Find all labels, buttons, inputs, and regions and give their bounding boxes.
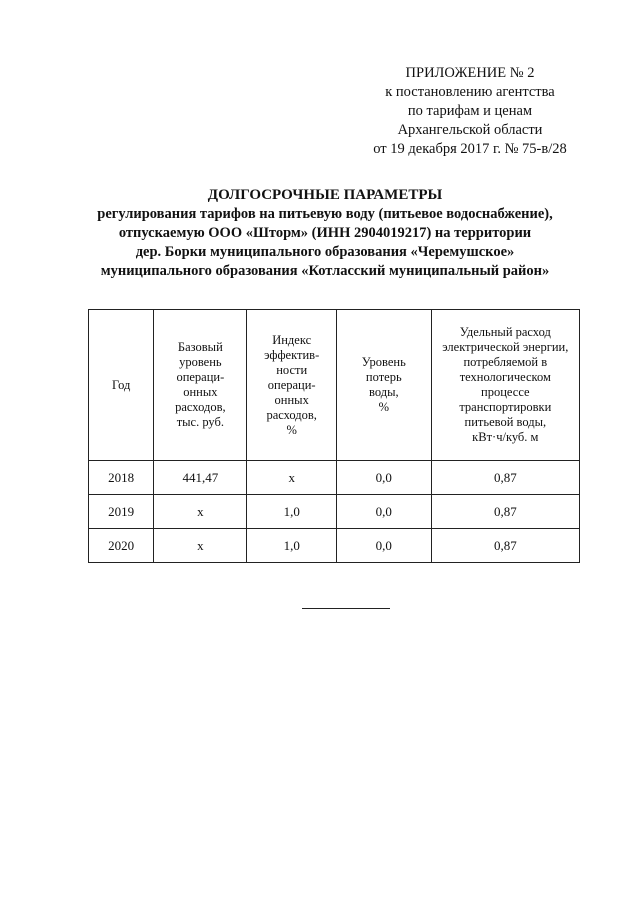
title-line: регулирования тарифов на питьевую воду (питьевое водоснабжение), bbox=[97, 206, 553, 222]
header-line: уровень bbox=[179, 355, 222, 369]
header-line: Уровень bbox=[361, 355, 406, 369]
header-line: Базовый bbox=[177, 340, 223, 354]
cell-year: 2020 bbox=[89, 529, 154, 563]
header-line: % bbox=[286, 422, 297, 437]
header-water-loss-level bbox=[336, 310, 431, 461]
header-line: операци- bbox=[176, 370, 225, 384]
cell-efficiency-index: 1,0 bbox=[247, 495, 337, 529]
title-heading: ДОЛГОСРОЧНЫЕ ПАРАМЕТРЫ bbox=[207, 187, 443, 203]
cell-base-operating-costs: 441,47 bbox=[154, 461, 247, 495]
cell-year: 2019 bbox=[89, 495, 154, 529]
cell-base-operating-costs: x bbox=[154, 495, 247, 529]
header-line: % bbox=[378, 400, 389, 414]
appendix-block bbox=[340, 64, 600, 159]
header-line: технологическом bbox=[459, 370, 551, 384]
title-line: муниципального образования «Котласский муниципальный район» bbox=[100, 263, 550, 279]
cell-efficiency-index: x bbox=[247, 461, 337, 495]
header-line: процессе bbox=[481, 385, 530, 399]
header-line: расходов, bbox=[175, 400, 226, 414]
table-row bbox=[89, 495, 580, 529]
header-line: онных bbox=[274, 392, 309, 407]
cell-year: 2018 bbox=[89, 461, 154, 495]
header-line: расходов, bbox=[266, 407, 317, 422]
cell-efficiency-index: 1,0 bbox=[247, 529, 337, 563]
header-line: операци- bbox=[267, 377, 316, 392]
table-row bbox=[89, 461, 580, 495]
header-line: потерь bbox=[365, 370, 402, 384]
header-base-operating-costs bbox=[154, 310, 247, 461]
table-row bbox=[89, 529, 580, 563]
end-of-document-rule bbox=[302, 608, 390, 609]
header-efficiency-index bbox=[247, 310, 337, 461]
header-line: ности bbox=[276, 362, 308, 377]
appendix-heading: ПРИЛОЖЕНИЕ № 2 bbox=[405, 65, 535, 81]
header-line: эффектив- bbox=[264, 347, 320, 362]
appendix-date-number: от 19 декабря 2017 г. № 75-в/28 bbox=[373, 141, 567, 157]
header-line: Удельный расход bbox=[459, 325, 551, 339]
header-line: Индекс bbox=[272, 332, 312, 347]
header-line: онных bbox=[183, 385, 218, 399]
cell-energy-consumption: 0,87 bbox=[431, 529, 579, 563]
cell-water-loss-level: 0,0 bbox=[336, 461, 431, 495]
header-line: электрической энергии, bbox=[442, 340, 569, 354]
table-header-row bbox=[89, 310, 580, 461]
header-line: транспортировки bbox=[459, 400, 552, 414]
document-title bbox=[60, 186, 590, 281]
header-line: питьевой воды, bbox=[464, 415, 547, 429]
header-line: кВт·ч/куб. м bbox=[472, 430, 539, 444]
header-line: воды, bbox=[369, 385, 399, 399]
appendix-line: по тарифам и ценам bbox=[407, 103, 533, 119]
title-line: дер. Борки муниципального образования «Черемушское» bbox=[135, 244, 515, 260]
cell-energy-consumption: 0,87 bbox=[431, 461, 579, 495]
cell-water-loss-level: 0,0 bbox=[336, 529, 431, 563]
parameters-table bbox=[88, 309, 580, 563]
cell-water-loss-level: 0,0 bbox=[336, 495, 431, 529]
cell-base-operating-costs: x bbox=[154, 529, 247, 563]
title-line: отпускаемую ООО «Шторм» (ИНН 2904019217) на территории bbox=[118, 225, 532, 241]
header-year bbox=[89, 310, 154, 461]
header-specific-energy-consumption bbox=[431, 310, 579, 461]
header-line: Год bbox=[111, 377, 131, 392]
cell-energy-consumption: 0,87 bbox=[431, 495, 579, 529]
header-line: тыс. руб. bbox=[176, 415, 225, 429]
appendix-line: к постановлению агентства bbox=[385, 84, 555, 100]
appendix-line: Архангельской области bbox=[397, 122, 543, 138]
header-line: потребляемой в bbox=[463, 355, 548, 369]
